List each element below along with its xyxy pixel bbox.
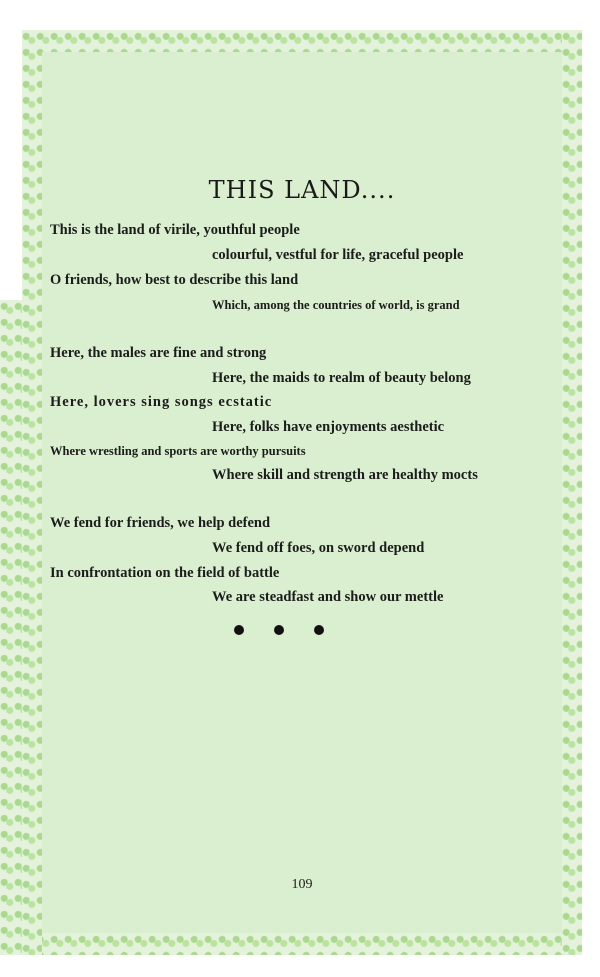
floral-border-left [22, 30, 42, 955]
poem-line: Here, the maids to realm of beauty belong [212, 370, 471, 386]
poem-line: We fend off foes, on sword depend [212, 540, 425, 556]
poem-line: In confrontation on the field of battle [50, 565, 280, 581]
poem-line: Here, folks have enjoyments aesthetic [212, 419, 445, 435]
floral-border-left-outer [0, 300, 24, 955]
poem-line: colourful, vestful for life, graceful people [212, 247, 464, 263]
bullet-dot [314, 625, 324, 635]
poem-title: THIS LAND.... [208, 176, 396, 204]
poem-line: We are steadfast and show our mettle [212, 589, 444, 605]
floral-border-right [562, 30, 582, 955]
poem-line: O friends, how best to describe this land [50, 272, 299, 288]
floral-border-top [22, 30, 582, 52]
bullet-dot [274, 625, 284, 635]
poem-line: This is the land of virile, youthful people [50, 222, 300, 238]
poem-line: Here, lovers sing songs ecstatic [50, 394, 273, 410]
poem-page [22, 30, 582, 955]
floral-border-bottom [22, 933, 582, 955]
poem-line: Which, among the countries of world, is grand [212, 298, 460, 312]
page-number: 109 [291, 877, 313, 892]
poem-line: We fend for friends, we help defend [50, 515, 271, 531]
bullet-dot [234, 625, 244, 635]
poem-line: Here, the males are fine and strong [50, 345, 267, 361]
poem-line: Where skill and strength are healthy mocts [212, 467, 478, 483]
stanza-ornament [234, 625, 324, 635]
poem-line: Where wrestling and sports are worthy pursuits [50, 444, 306, 458]
